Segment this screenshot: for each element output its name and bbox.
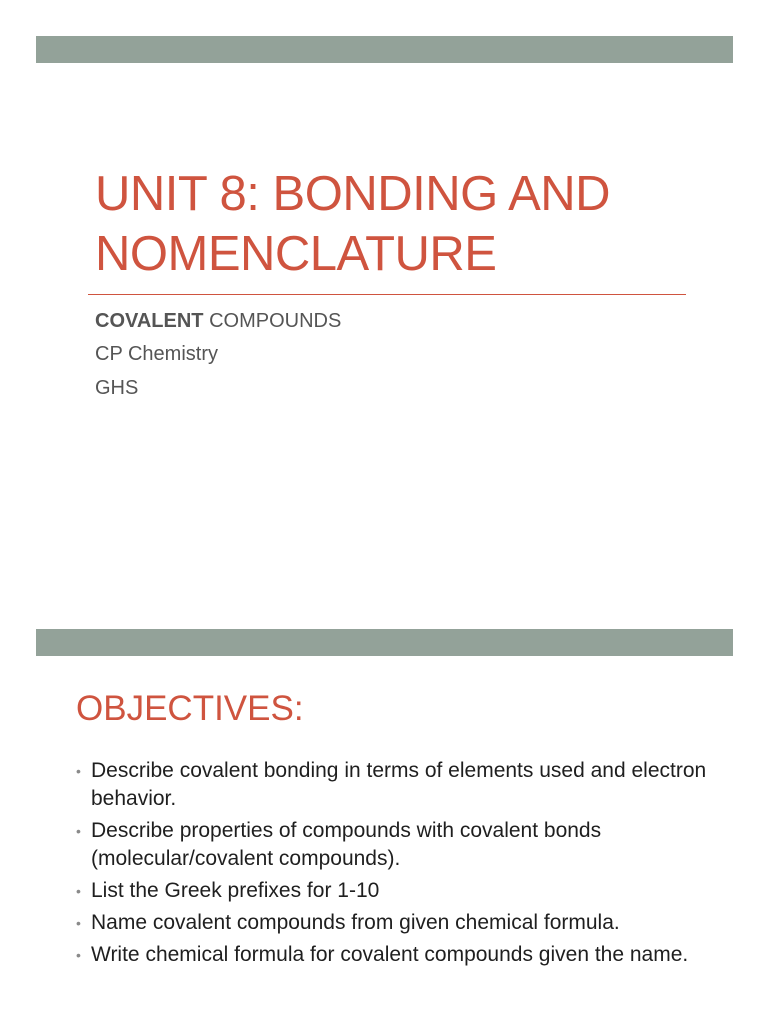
slide1-course: CP Chemistry	[95, 343, 218, 365]
slide1-title: UNIT 8: BONDING AND NOMENCLATURE	[95, 167, 611, 281]
bullet-icon: •	[76, 763, 81, 779]
bullet-icon: •	[76, 915, 81, 931]
objective-item	[0, 877, 768, 905]
objective-item	[0, 757, 768, 813]
objective-text: Write chemical formula for covalent compounds given the name.	[91, 943, 689, 966]
subtitle-rest: COMPOUNDS	[203, 310, 342, 332]
slide2-title: OBJECTIVES:	[76, 689, 304, 728]
bullet-icon: •	[76, 823, 81, 839]
slide1-header-bar	[36, 36, 733, 63]
objective-item	[0, 817, 768, 873]
slide1-subtitle	[95, 309, 695, 333]
slide2-header-bar	[36, 629, 733, 656]
objective-text: Describe covalent bonding in terms of elements used and electron behavior.	[91, 759, 707, 810]
objective-text: List the Greek prefixes for 1-10	[91, 879, 380, 902]
objective-item	[0, 941, 768, 969]
objective-text: Name covalent compounds from given chemical formula.	[91, 911, 620, 934]
subtitle-bold: COVALENT	[95, 310, 204, 332]
slide1-title-rule	[88, 294, 686, 295]
bullet-icon: •	[76, 883, 81, 899]
objective-item	[0, 909, 768, 937]
bullet-icon: •	[76, 947, 81, 963]
objective-text: Describe properties of compounds with covalent bonds (molecular/covalent compounds).	[91, 819, 602, 870]
objectives-list	[0, 757, 768, 973]
slide1-school: GHS	[95, 377, 139, 399]
